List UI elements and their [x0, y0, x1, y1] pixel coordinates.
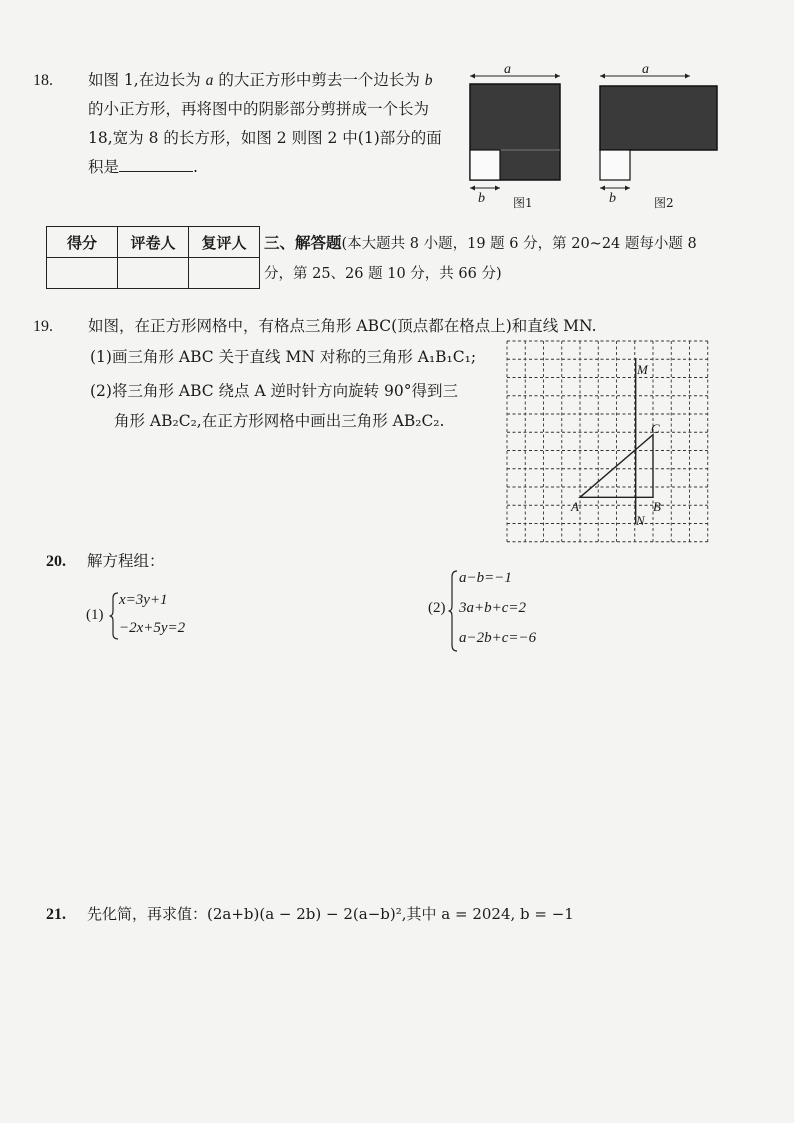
q19-part2-line1: (2)将三角形 ABC 绕点 A 逆时针方向旋转 90°得到三	[90, 382, 458, 400]
section3-desc2: 分，第 25、26 题 10 分，共 66 分)	[264, 266, 502, 282]
q20-number: 20.	[46, 553, 66, 570]
q18-line1: 如图 1,在边长为 a 的大正方形中剪去一个边长为 b	[88, 71, 433, 89]
q18-line4: 积是 .	[88, 158, 198, 176]
q19-part2-line2: 角形 AB₂C₂,在正方形网格中画出三角形 AB₂C₂.	[114, 412, 445, 430]
fig2-label-b: b	[609, 191, 616, 206]
label-a: A	[571, 499, 579, 514]
q18-text	[88, 66, 468, 182]
s2-label: (2)	[428, 600, 446, 616]
s1-brace	[109, 592, 119, 640]
triangle-abc	[580, 435, 653, 498]
score-cell-fupingren[interactable]	[189, 258, 260, 289]
score-header-defen: 得分	[47, 227, 118, 258]
answer-blank[interactable]	[119, 157, 193, 172]
q21-number: 21.	[46, 906, 66, 923]
s1-eq1: x=3y+1	[119, 592, 168, 608]
s2-eq1: a−b=−1	[459, 570, 512, 586]
section3-title: 三、解答题	[264, 233, 342, 252]
s1-label: (1)	[86, 607, 104, 623]
q18-line2: 的小正方形，再将图中的阴影部分剪拼成一个长为	[88, 100, 430, 118]
fig1-label-a: a	[504, 62, 511, 77]
s2-eq2: 3a+b+c=2	[459, 600, 527, 616]
score-header-fupingren: 复评人	[189, 227, 260, 258]
q18-number: 18.	[33, 72, 53, 89]
q21-text: 先化简，再求值：(2a+b)(a − 2b) − 2(a−b)²,其中 a = 2024, b = −1	[87, 905, 574, 923]
s2-eq3: a−2b+c=−6	[459, 630, 537, 646]
q19-number: 19.	[33, 318, 53, 335]
fig1-caption: 图1	[513, 196, 533, 210]
section3-desc1: (本大题共 8 小题，19 题 6 分，第 20~24 题每小题 8	[341, 236, 697, 252]
fig2-label-a: a	[642, 62, 649, 77]
section3-line1	[264, 228, 784, 259]
score-table	[46, 226, 260, 289]
label-m: M	[637, 362, 648, 377]
section3-header	[264, 228, 784, 289]
score-header-pingjuanren: 评卷人	[118, 227, 189, 258]
q18-line3: 18,宽为 8 的长方形，如图 2 则图 2 中(1)部分的面	[88, 129, 442, 147]
score-cell-defen[interactable]	[47, 258, 118, 289]
q19-part1: (1)画三角形 ABC 关于直线 MN 对称的三角形 A₁B₁C₁;	[90, 348, 477, 366]
q19-stem: 如图，在正方形网格中，有格点三角形 ABC(顶点都在格点上)和直线 MN.	[88, 317, 597, 335]
label-n: N	[636, 513, 645, 528]
fig2-caption: 图2	[654, 196, 674, 210]
score-cell-pingjuanren[interactable]	[118, 258, 189, 289]
q19-grid-figure	[500, 334, 720, 544]
s2-brace	[448, 570, 458, 652]
s1-eq2: −2x+5y=2	[119, 620, 186, 636]
fig1-label-b: b	[478, 191, 485, 206]
q20-stem: 解方程组：	[87, 552, 165, 570]
label-b: B	[653, 499, 661, 514]
label-c: C	[651, 421, 660, 436]
